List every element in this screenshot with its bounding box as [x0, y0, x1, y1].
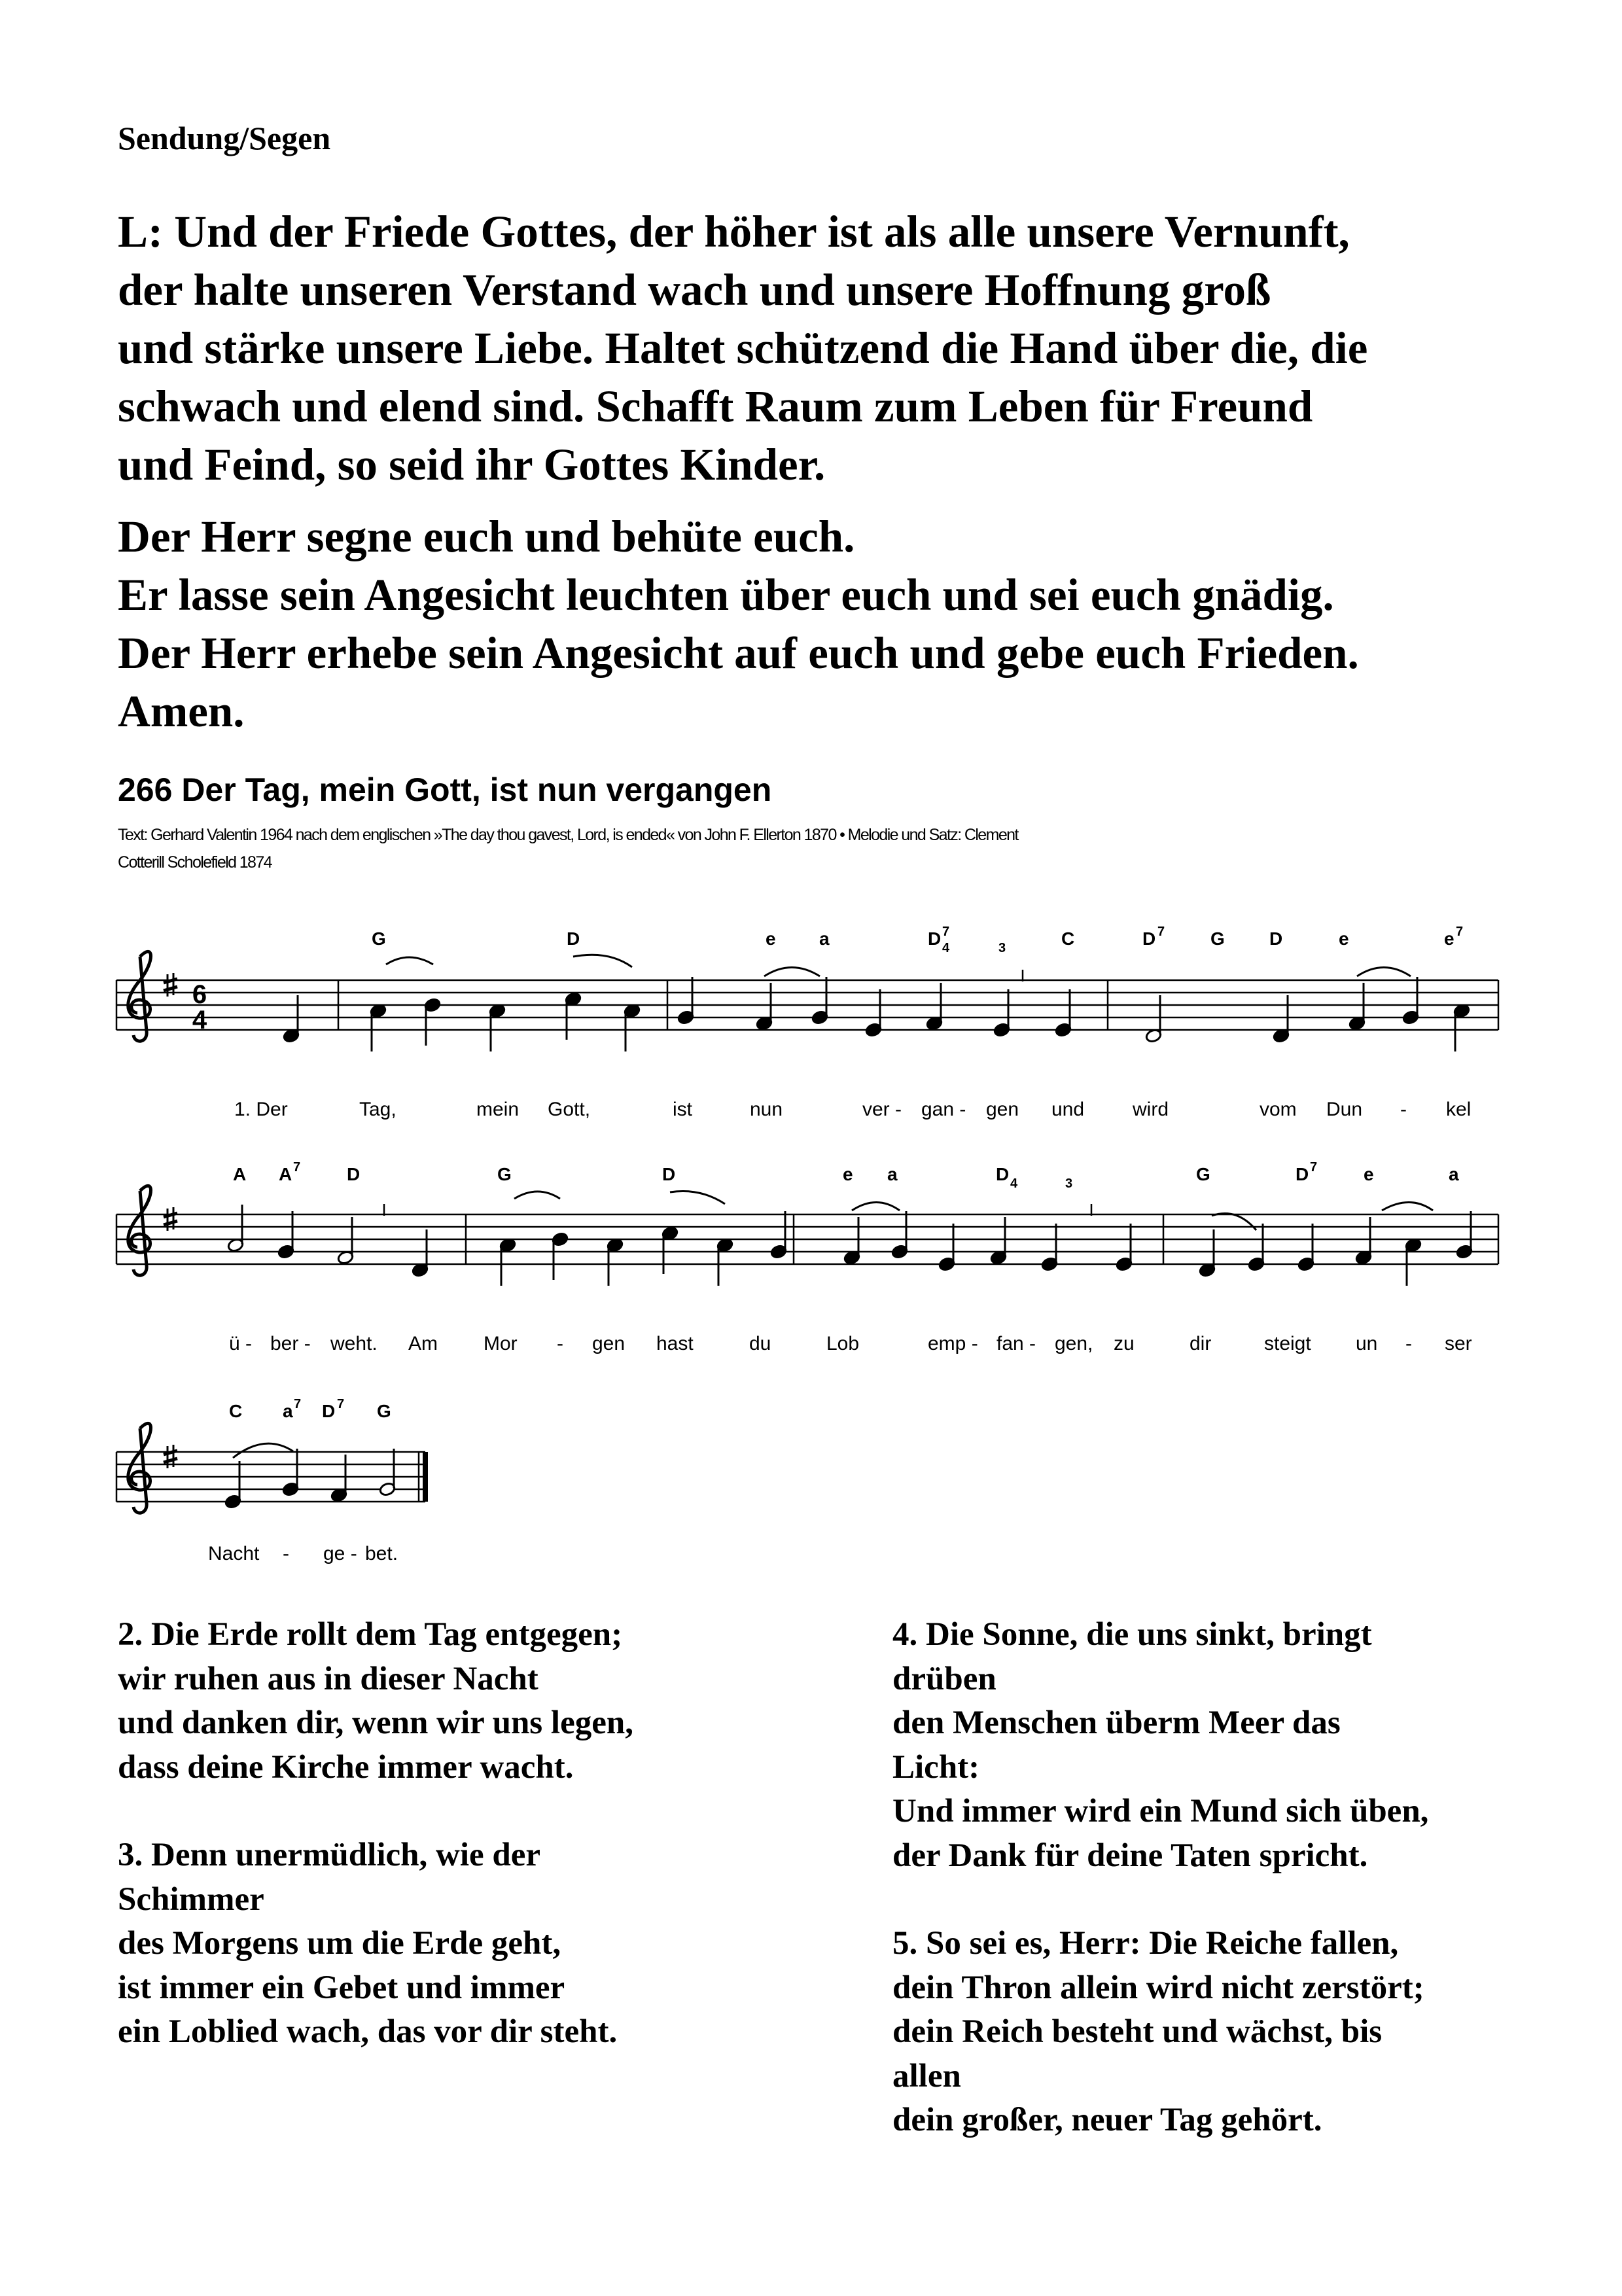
- chord-label: D: [1142, 928, 1156, 949]
- chord-label: D: [928, 928, 942, 949]
- lyric: Dun: [1326, 1099, 1363, 1120]
- verse-line: Schimmer: [118, 1881, 264, 1918]
- chord-label: C: [229, 1401, 243, 1421]
- lyric: ist: [673, 1099, 692, 1120]
- chord-sub: 3: [998, 941, 1006, 955]
- verse-line: dein Thron allein wird nicht zerstört;: [892, 1969, 1424, 2006]
- chord-label: a: [887, 1164, 898, 1184]
- chord-sup: 7: [942, 925, 950, 939]
- lyric: ü -: [229, 1333, 253, 1354]
- verse-line: dein Reich besteht und wächst, bis: [892, 2013, 1383, 2050]
- prayer-line: L: Und der Friede Gottes, der höher ist als alle unsere Vernunft,: [118, 207, 1350, 256]
- chord-sup: 7: [294, 1397, 302, 1411]
- lyric: -: [1405, 1333, 1412, 1354]
- chord-label: A: [233, 1164, 247, 1184]
- chord-label: D: [1269, 928, 1283, 949]
- lyric: du: [749, 1333, 771, 1354]
- chord-label: e: [843, 1164, 853, 1184]
- chord-label: e: [766, 928, 776, 949]
- verse-line: Licht:: [892, 1748, 980, 1786]
- prayer-line: und Feind, so seid ihr Gottes Kinder.: [118, 440, 826, 489]
- verse-line: ein Loblied wach, das vor dir steht.: [118, 2013, 618, 2050]
- lyric: -: [1400, 1099, 1407, 1120]
- chord-sup: 7: [1157, 925, 1165, 939]
- chord-sub: 3: [1065, 1176, 1073, 1191]
- lyric: ber -: [270, 1333, 311, 1354]
- credits-line: Text: Gerhard Valentin 1964 nach dem englischen »The day thou gavest, Lord, is ended« von John F. Ellerton 1870 • Melodie und Satz: Clement: [118, 826, 1018, 844]
- verse-line: und danken dir, wenn wir uns legen,: [118, 1704, 633, 1741]
- prayer-line: Er lasse sein Angesicht leuchten über euch und sei euch gnädig.: [118, 570, 1334, 620]
- lyric: -: [283, 1543, 289, 1564]
- verse-line: 2. Die Erde rollt dem Tag entgegen;: [118, 1616, 623, 1653]
- prayer-line: schwach und elend sind. Schafft Raum zum Leben für Freund: [118, 381, 1313, 431]
- verse-line: den Menschen überm Meer das: [892, 1704, 1341, 1741]
- chord-sub: 4: [942, 941, 950, 955]
- chord-label: e: [1444, 928, 1455, 949]
- lyric: hast: [656, 1333, 694, 1354]
- chord-label: D: [347, 1164, 361, 1184]
- verses-right-column: [892, 1613, 1428, 2143]
- lyric: 1. Der: [234, 1099, 288, 1120]
- lyric: dir: [1190, 1333, 1212, 1354]
- chord-label: D: [662, 1164, 676, 1184]
- treble-clef-icon: [128, 1186, 151, 1275]
- verse-line: allen: [892, 2057, 961, 2094]
- lyric: gan -: [921, 1099, 966, 1120]
- verse-line: der Dank für deine Taten spricht.: [892, 1837, 1368, 1874]
- lyric: Nacht: [208, 1543, 260, 1564]
- verse-line: 3. Denn unermüdlich, wie der: [118, 1837, 541, 1873]
- section-title: Sendung/Segen: [118, 120, 331, 156]
- lyric: un: [1356, 1333, 1378, 1354]
- chord-sup: 7: [337, 1397, 345, 1411]
- chord-label: D: [567, 928, 580, 949]
- staff-system-2: [116, 1160, 1498, 1354]
- prayer-line: und stärke unsere Liebe. Haltet schützend die Hand über die, die: [118, 323, 1368, 373]
- lyric: Tag,: [359, 1099, 397, 1120]
- chord-sub: 4: [1010, 1176, 1018, 1191]
- lyric: weht.: [330, 1333, 378, 1354]
- lyric: emp -: [928, 1333, 978, 1354]
- chord-label: D: [996, 1164, 1010, 1184]
- lyric: gen: [592, 1333, 626, 1354]
- lyric: ge -: [323, 1543, 357, 1564]
- lyric: Lob: [826, 1333, 860, 1354]
- staff-system-1: [116, 925, 1498, 1120]
- staff-system-3: [116, 1397, 425, 1564]
- chord-label: G: [497, 1164, 512, 1184]
- chord-label: e: [1339, 928, 1349, 949]
- lyric: Mor: [484, 1333, 518, 1354]
- verse-line: 5. So sei es, Herr: Die Reiche fallen,: [892, 1925, 1399, 1962]
- chord-label: a: [819, 928, 830, 949]
- prayer-line: Der Herr erhebe sein Angesicht auf euch und gebe euch Frieden.: [118, 628, 1359, 678]
- lyric: und: [1051, 1099, 1085, 1120]
- time-sig-top: 6: [192, 980, 207, 1009]
- chord-label: D: [322, 1401, 336, 1421]
- chord-label: D: [1296, 1164, 1309, 1184]
- lyric: mein: [476, 1099, 520, 1120]
- chord-sup: 7: [1310, 1160, 1318, 1174]
- lyric: gen,: [1055, 1333, 1093, 1354]
- prayer-line: der halte unseren Verstand wach und unsere Hoffnung groß: [118, 265, 1271, 315]
- verse-line: drüben: [892, 1660, 996, 1697]
- verses-left-column: [118, 1613, 633, 2055]
- verse-line: dass deine Kirche immer wacht.: [118, 1748, 574, 1786]
- chord-label: C: [1061, 928, 1075, 949]
- chord-sup: 7: [293, 1160, 301, 1174]
- lyric: zu: [1114, 1333, 1135, 1354]
- credits-line: Cotterill Scholefield 1874: [118, 853, 272, 872]
- chord-label: G: [377, 1401, 391, 1421]
- lyric: steigt: [1264, 1333, 1311, 1354]
- lyric: kel: [1446, 1099, 1472, 1120]
- verse-line: des Morgens um die Erde geht,: [118, 1925, 561, 1962]
- lyric: fan -: [996, 1333, 1036, 1354]
- lyric: wird: [1133, 1099, 1169, 1120]
- treble-clef-icon: [128, 951, 151, 1041]
- verse-line: wir ruhen aus in dieser Nacht: [118, 1660, 538, 1697]
- verse-line: Und immer wird ein Mund sich üben,: [892, 1793, 1429, 1829]
- prayer-line: Amen.: [118, 686, 245, 736]
- chord-label: G: [372, 928, 386, 949]
- lyric: ser: [1445, 1333, 1472, 1354]
- lyric: bet.: [365, 1543, 398, 1564]
- chord-sup: 7: [1456, 925, 1464, 939]
- chord-label: a: [283, 1401, 293, 1421]
- verse-line: 4. Die Sonne, die uns sinkt, bringt: [892, 1616, 1372, 1653]
- chord-label: G: [1196, 1164, 1210, 1184]
- prayer-line: Der Herr segne euch und behüte euch.: [118, 512, 855, 561]
- lyric: Gott,: [548, 1099, 591, 1120]
- chord-label: e: [1364, 1164, 1374, 1184]
- chord-label: a: [1449, 1164, 1459, 1184]
- time-sig-bottom: 4: [192, 1006, 207, 1034]
- verse-line: dein großer, neuer Tag gehört.: [892, 2102, 1322, 2138]
- lyric: -: [557, 1333, 563, 1354]
- hymn-title: 266 Der Tag, mein Gott, ist nun vergangen: [118, 771, 772, 808]
- lyric: vom: [1260, 1099, 1297, 1120]
- lyric: ver -: [862, 1099, 902, 1120]
- chord-label: G: [1210, 928, 1225, 949]
- lyric: gen: [986, 1099, 1019, 1120]
- verse-line: ist immer ein Gebet und immer: [118, 1969, 565, 2006]
- lyric: Am: [408, 1333, 438, 1354]
- treble-clef-icon: [128, 1423, 151, 1513]
- chord-label: A: [279, 1164, 292, 1184]
- lyric: nun: [750, 1099, 783, 1120]
